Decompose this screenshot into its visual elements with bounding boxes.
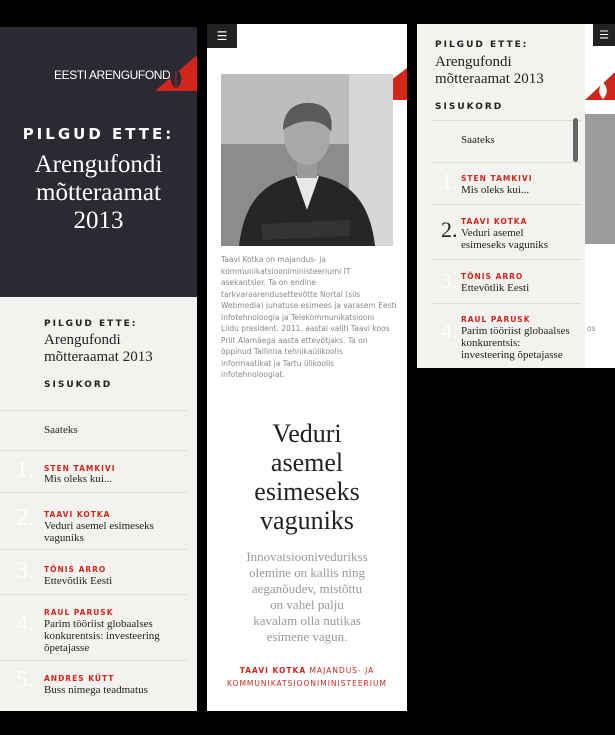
toc-kicker: PILGUD ETTE: bbox=[435, 40, 529, 50]
cover-hero bbox=[0, 27, 197, 297]
menu-button[interactable] bbox=[593, 24, 615, 46]
background-text: os bbox=[587, 324, 596, 333]
scrollbar-thumb[interactable] bbox=[573, 118, 578, 162]
toc-kicker: PILGUD ETTE: bbox=[44, 319, 138, 329]
cover-panel bbox=[0, 27, 197, 711]
toc-drawer[interactable] bbox=[417, 24, 585, 368]
hamburger-icon: ☰ bbox=[599, 28, 609, 42]
toc-item-2[interactable]: 2. TAAVI KOTKA Veduri asemel esimeseks vaguniks bbox=[431, 204, 581, 260]
menu-button[interactable] bbox=[207, 24, 237, 48]
quote-author: TAAVI KOTKA MAJANDUS- JA KOMMUNIKATSIOONIMINISTEERIUM bbox=[227, 666, 387, 688]
background-photo bbox=[585, 114, 615, 244]
toc-item-1[interactable]: 1. STEN TAMKIVI Mis oleks kui... bbox=[431, 162, 581, 205]
hamburger-icon: ☰ bbox=[216, 29, 228, 43]
toc-item-3[interactable]: 3. TÕNIS ARRO Ettevõtlik Eesti bbox=[0, 549, 187, 595]
article-panel bbox=[207, 24, 407, 711]
logo-text: EESTI ARENGUFOND bbox=[54, 68, 171, 82]
toc-heading: SISUKORD bbox=[44, 380, 113, 390]
leaf-logo-icon bbox=[155, 55, 197, 91]
toc-item-2[interactable]: 2. TAAVI KOTKA Veduri asemel esimeseks vaguniks bbox=[0, 492, 187, 550]
hero-kicker: PILGUD ETTE: bbox=[22, 125, 175, 143]
toc-title: Arengufondi mõtteraamat 2013 bbox=[435, 54, 544, 87]
article-title: Veduri asemel esimeseks vaguniks bbox=[254, 419, 360, 535]
pull-quote: Innovatsioonivedurikss olemine on kallis ning aeganõudev, mistõttu on vahel palju kavalam olla nutikas esimene vagun. bbox=[246, 549, 368, 644]
author-bio: Taavi Kotka on majandus- ja kommunikatsiooniministeeriumi IT asekantsler. Ta on endine tarkvaraarendusettevõtte Nortal (siis Webmedia) juhatuse esimees ja varasem Eesti Infotehnoloogia ja Telekommunikatsiooni Liidu president. 2011. aastal valiti Taavi koos Priit Alamäega aasta ettevõtjaks. Ta on õppinud Tallinna tehnikaülikoolis informaatikat ja Tartu ülikoolis infotehnoloogiat. bbox=[221, 255, 397, 379]
author-photo bbox=[221, 74, 393, 246]
hero-title: Arengufondi mõtteraamat 2013 bbox=[34, 151, 163, 234]
leaf-logo-icon bbox=[585, 68, 615, 100]
toc-item-4[interactable]: 4. RAUL PARUSK Parim tööriist globaalses konkurentsis: investeering õpetajasse bbox=[431, 303, 581, 368]
toc-item-1[interactable]: 1. STEN TAMKIVI Mis oleks kui... bbox=[0, 450, 187, 493]
drawer-panel bbox=[417, 24, 615, 368]
toc-item-3[interactable]: 3. TÕNIS ARRO Ettevõtlik Eesti bbox=[431, 259, 581, 304]
toc-item-intro[interactable]: Saateks bbox=[0, 410, 187, 451]
toc-title: Arengufondi mõtteraamat 2013 bbox=[44, 332, 153, 365]
toc-item-intro[interactable]: Saateks bbox=[431, 120, 581, 163]
toc-item-5[interactable]: 5. ANDRES KÜTT Buss nimega teadmatus bbox=[0, 660, 187, 711]
toc-item-4[interactable]: 4. RAUL PARUSK Parim tööriist globaalses konkurentsis: investeering õpetajasse bbox=[0, 594, 187, 661]
toc-heading: SISUKORD bbox=[435, 102, 504, 112]
